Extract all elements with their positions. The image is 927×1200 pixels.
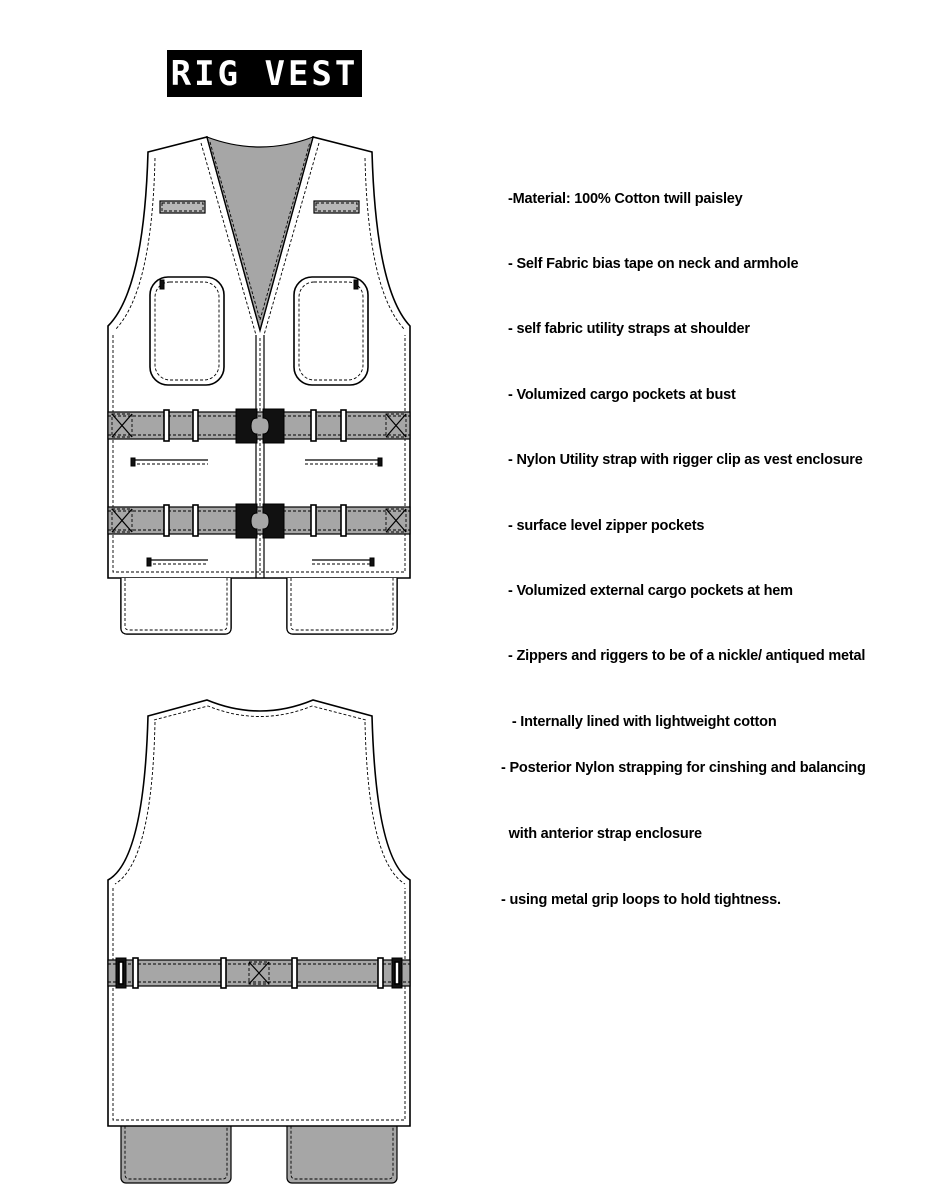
front-note: - Volumized external cargo pockets at hem xyxy=(508,582,793,599)
front-note: - surface level zipper pockets xyxy=(508,517,705,534)
bust-pocket-left xyxy=(150,277,224,385)
front-note: - Zippers and riggers to be of a nickle/ antiqued metal xyxy=(508,648,866,665)
front-vest-drawing xyxy=(108,137,410,634)
front-note: - Nylon Utility strap with rigger clip as vest enclosure xyxy=(508,452,863,469)
front-note: - Self Fabric bias tape on neck and armhole xyxy=(508,255,799,272)
front-note: - Internally lined with lightweight cotton xyxy=(508,713,777,730)
front-note: -Material: 100% Cotton twill paisley xyxy=(508,190,743,207)
front-note: - Volumized cargo pockets at bust xyxy=(508,386,736,403)
bust-pocket-right xyxy=(294,277,368,385)
back-note: with anterior strap enclosure xyxy=(501,826,702,842)
back-note: - Posterior Nylon strapping for cinshing and balancing xyxy=(501,760,866,776)
back-note: - using metal grip loops to hold tightness. xyxy=(501,892,781,908)
title-text: RIG VEST xyxy=(170,53,359,94)
back-vest-drawing xyxy=(108,700,410,1183)
front-note: - self fabric utility straps at shoulder xyxy=(508,321,750,338)
